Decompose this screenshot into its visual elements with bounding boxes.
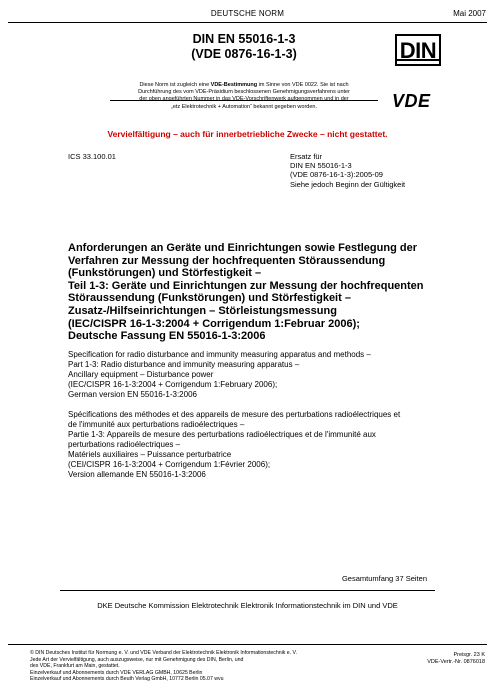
- title-line: perturbations radioélectriques –: [68, 440, 181, 449]
- title-line: Verfahren zur Messung der hochfrequenten Störaussendung: [68, 254, 386, 267]
- notice-line: Diese Norm ist zugleich eine VDE-Bestimmung im Sinne von VDE 0022. Sie ist nach: [139, 82, 349, 88]
- title-line: Matériels auxiliaires – Puissance perturbatrice: [68, 450, 232, 459]
- title-line: (IEC/CISPR 16-1-3:2004 + Corrigendum 1:Februar 2006);: [68, 317, 360, 330]
- vde-logo: VDE: [392, 91, 431, 111]
- notice-line: Durchführung des vom VDE-Präsidium beschlossenen Genehmigungsverfahrens unter: [138, 89, 350, 96]
- replaces-line: DIN EN 55016-1-3: [290, 161, 352, 171]
- din-logo: [395, 34, 441, 66]
- publication-date: Mai 2007: [453, 9, 486, 18]
- title-line: Ancillary equipment – Disturbance power: [68, 370, 214, 379]
- vde-number: (VDE 0876-16-1-3): [191, 47, 297, 61]
- footer-line: Jede Art der Vervielfältigung, auch auszugsweise, nur mit Genehmigung des DIN, Berlin, und: [30, 656, 244, 663]
- header-divider: [8, 22, 487, 23]
- replaces-line: (VDE 0876-16-1-3):2005-09: [290, 170, 383, 180]
- copy-warning: Vervielfältigung – auch für innerbetriebliche Zwecke – nicht gestattet.: [107, 129, 388, 139]
- english-title: [68, 350, 448, 400]
- title-line: Partie 1-3: Appareils de mesure des perturbations radioélectriques et de l'immunité aux: [68, 430, 376, 439]
- title-line: Specification for radio disturbance and immunity measuring apparatus and methods –: [68, 350, 371, 359]
- vde-notice: [118, 82, 370, 111]
- title-line: Störaussendung (Funkstörungen) und Störfestigkeit –: [68, 292, 351, 305]
- total-pages: Gesamtumfang 37 Seiten: [341, 574, 427, 583]
- title-line: Version allemande EN 55016-1-3:2006: [68, 470, 206, 479]
- title-line: de l'immunité aux perturbations radioélectriques –: [68, 420, 245, 429]
- french-title: [68, 410, 448, 480]
- standard-type-label: DEUTSCHE NORM: [210, 9, 285, 18]
- title-line: Teil 1-3: Geräte und Einrichtungen zur Messung der hochfrequenten: [68, 279, 424, 292]
- ics-code: ICS 33.100.01: [68, 152, 116, 161]
- vde-order-number: VDE-Vertr.-Nr. 0876018: [427, 659, 485, 665]
- title-line: (Funkstörungen) und Störfestigkeit –: [68, 267, 262, 280]
- german-title: [68, 242, 448, 343]
- footer-line: © DIN Deutsches Institut für Normung e. V. und VDE Verband der Elektrotechnik Elektronik Informationstechnik e. V.: [30, 650, 297, 656]
- footer-line: des VDE, Frankfurt am Main, gestattet.: [30, 663, 120, 670]
- replaces-block: [290, 152, 405, 189]
- footer-divider: [8, 644, 487, 645]
- copyright-footer: [30, 650, 360, 683]
- din-number: DIN EN 55016-1-3: [192, 32, 296, 46]
- title-line: Part 1-3: Radio disturbance and immunity measuring apparatus –: [68, 360, 300, 369]
- notice-line: der oben angeführten Nummer in das VDE-Vorschriftenwerk aufgenommen und in der: [139, 96, 349, 103]
- title-line: Anforderungen an Geräte und Einrichtungen sowie Festlegung der: [68, 242, 417, 254]
- document-number: [110, 32, 378, 62]
- title-line: Zusatz-/Hilfseinrichtungen – Störleistungsmessung: [68, 304, 337, 317]
- notice-line: „etz Elektrotechnik + Automation“ bekannt gegeben worden.: [171, 103, 317, 110]
- footer-line: Einzelverkauf und Abonnements durch Beuth Verlag GmbH, 10772 Berlin 05.07 wvu: [30, 676, 224, 683]
- top-header: [0, 0, 495, 22]
- title-line: (IEC/CISPR 16-1-3:2004 + Corrigendum 1:February 2006);: [68, 380, 278, 389]
- din-logo-text: DIN: [399, 38, 437, 63]
- footer-line: Einzelverkauf und Abonnements durch VDE VERLAG GMBH, 10625 Berlin: [30, 669, 203, 676]
- title-line: Spécifications des méthodes et des appareils de mesure des perturbations radioélectriques et: [68, 410, 401, 419]
- dke-divider: [60, 590, 435, 591]
- replaces-line: Ersatz für: [290, 152, 323, 161]
- replaces-line: Siehe jedoch Beginn der Gültigkeit: [290, 179, 406, 189]
- title-line: (CEI/CISPR 16-1-3:2004 + Corrigendum 1:Février 2006);: [68, 460, 271, 469]
- title-line: Deutsche Fassung EN 55016-1-3:2006: [68, 330, 266, 343]
- price-group: Preisgr. 23 K: [453, 652, 485, 658]
- din-logo-bar: [397, 59, 439, 61]
- title-line: German version EN 55016-1-3:2006: [68, 390, 197, 399]
- price-info: [427, 652, 485, 666]
- dke-line: DKE Deutsche Kommission Elektrotechnik Elektronik Informationstechnik im DIN und VDE: [97, 601, 398, 610]
